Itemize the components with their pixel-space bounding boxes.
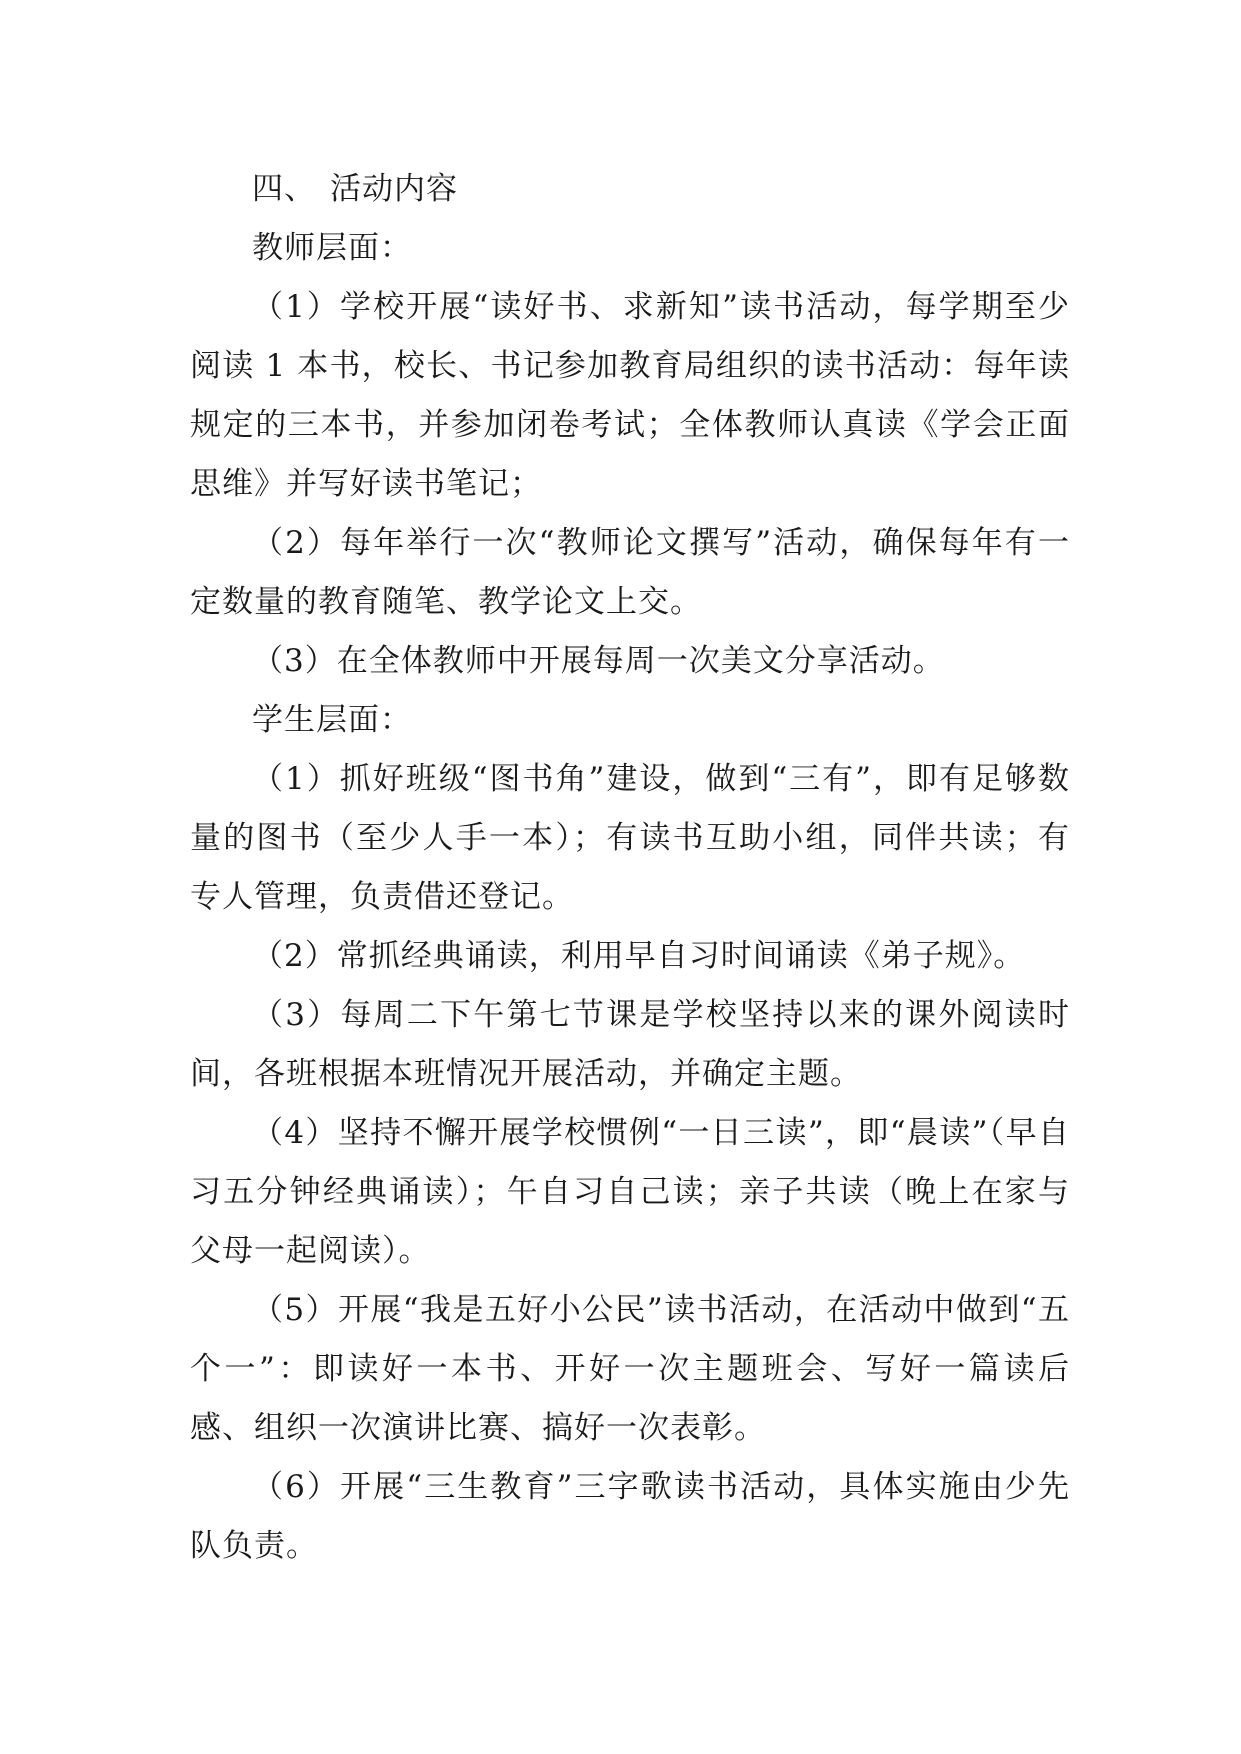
teacher-item-3: （3）在全体教师中开展每周一次美文分享活动。 [252,643,945,679]
section-number: 四、 [252,171,316,207]
section-heading [190,160,1070,219]
teacher-item-2: （2）每年举行一次“教师论文撰写”活动，确保每年有一定数量的教育随笔、教学论文上交。 [190,525,1070,620]
student-item-2: （2）常抓经典诵读，利用早自习时间诵读《弟子规》。 [252,938,1026,974]
teacher-heading: 教师层面： [252,230,412,266]
document-body [190,160,1070,1576]
section-title: 活动内容 [330,171,458,207]
student-item-1: （1）抓好班级“图书角”建设，做到“三有”，即有足够数量的图书（至少人手一本）；有读书互助小组，同伴共读；有专人管理，负责借还登记。 [190,761,1070,915]
student-heading: 学生层面： [252,702,412,738]
teacher-item-1: （1）学校开展“读好书、求新知”读书活动，每学期至少阅读 1 本书，校长、书记参加教育局组织的读书活动：每年读规定的三本书，并参加闭卷考试；全体教师认真读《学会正面思维》并写好读书笔记； [190,289,1070,502]
student-item-6: （6）开展“三生教育”三字歌读书活动，具体实施由少先队负责。 [190,1469,1070,1564]
student-item-5: （5）开展“我是五好小公民”读书活动，在活动中做到“五个一”：即读好一本书、开好一次主题班会、写好一篇读后感、组织一次演讲比赛、搞好一次表彰。 [190,1292,1070,1446]
student-item-3: （3）每周二下午第七节课是学校坚持以来的课外阅读时间，各班根据本班情况开展活动，并确定主题。 [190,997,1070,1092]
student-item-4: （4）坚持不懈开展学校惯例“一日三读”，即“晨读”（早自习五分钟经典诵读）；午自习自己读；亲子共读（晚上在家与父母一起阅读）。 [190,1115,1070,1269]
